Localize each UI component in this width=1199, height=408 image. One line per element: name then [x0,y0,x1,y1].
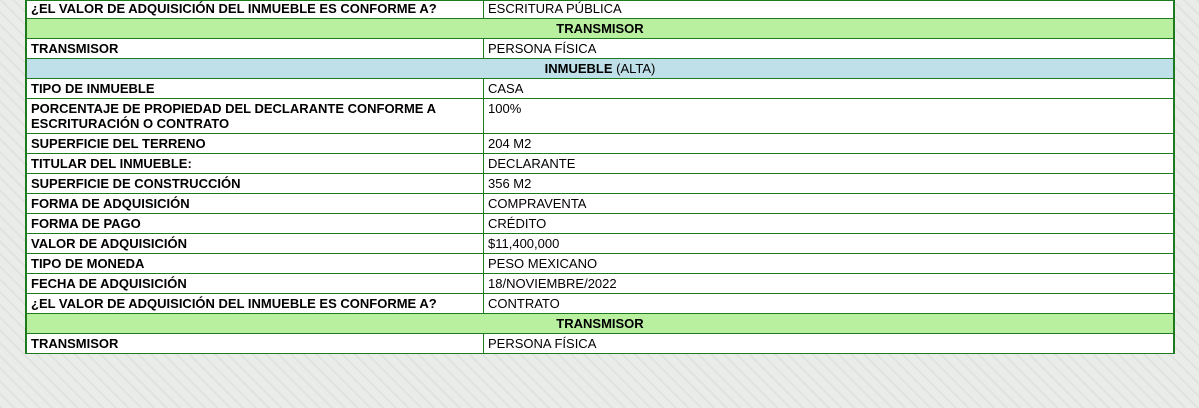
table-row [27,234,1174,254]
field-value: PERSONA FÍSICA [484,39,1174,59]
section-title-main: INMUEBLE [544,61,613,76]
section-header-transmisor [27,19,1174,39]
section-title: TRANSMISOR [27,19,1174,39]
table-row [27,79,1174,99]
field-label: SUPERFICIE DEL TERRENO [27,134,484,154]
field-value: COMPRAVENTA [484,194,1174,214]
field-value: CONTRATO [484,294,1174,314]
field-label: TRANSMISOR [27,334,484,354]
field-value: PESO MEXICANO [484,254,1174,274]
table-row [27,174,1174,194]
table-row [27,334,1174,354]
section-header-transmisor [27,314,1174,334]
table-row [27,194,1174,214]
property-table [26,0,1174,354]
field-label: TIPO DE INMUEBLE [27,79,484,99]
field-label: ¿EL VALOR DE ADQUISICIÓN DEL INMUEBLE ES CONFORME A? [27,294,484,314]
table-row [27,154,1174,174]
section-title: TRANSMISOR [27,314,1174,334]
field-label: VALOR DE ADQUISICIÓN [27,234,484,254]
field-value: PERSONA FÍSICA [484,334,1174,354]
field-label: TRANSMISOR [27,39,484,59]
field-label: FORMA DE ADQUISICIÓN [27,194,484,214]
field-label: TIPO DE MONEDA [27,254,484,274]
field-value: DECLARANTE [484,154,1174,174]
section-title-suffix: (ALTA) [612,61,656,76]
table-row [27,254,1174,274]
field-label: SUPERFICIE DE CONSTRUCCIÓN [27,174,484,194]
table-row [27,39,1174,59]
field-value: 18/NOVIEMBRE/2022 [484,274,1174,294]
field-value: 100% [484,99,1174,134]
section-header-inmueble [27,59,1174,79]
field-label: FORMA DE PAGO [27,214,484,234]
field-value: ESCRITURA PÚBLICA [484,1,1174,19]
table-row [27,214,1174,234]
field-label: TITULAR DEL INMUEBLE: [27,154,484,174]
table-row [27,294,1174,314]
field-value: CASA [484,79,1174,99]
section-title [27,59,1174,79]
declaration-sheet [25,0,1175,354]
field-value: 356 M2 [484,174,1174,194]
field-label: ¿EL VALOR DE ADQUISICIÓN DEL INMUEBLE ES CONFORME A? [27,1,484,19]
field-value: CRÉDITO [484,214,1174,234]
field-label: FECHA DE ADQUISICIÓN [27,274,484,294]
table-row [27,1,1174,19]
table-row [27,134,1174,154]
table-row [27,274,1174,294]
field-label: PORCENTAJE DE PROPIEDAD DEL DECLARANTE CONFORME A ESCRITURACIÓN O CONTRATO [27,99,484,134]
field-value: 204 M2 [484,134,1174,154]
field-value: $11,400,000 [484,234,1174,254]
table-row [27,99,1174,134]
